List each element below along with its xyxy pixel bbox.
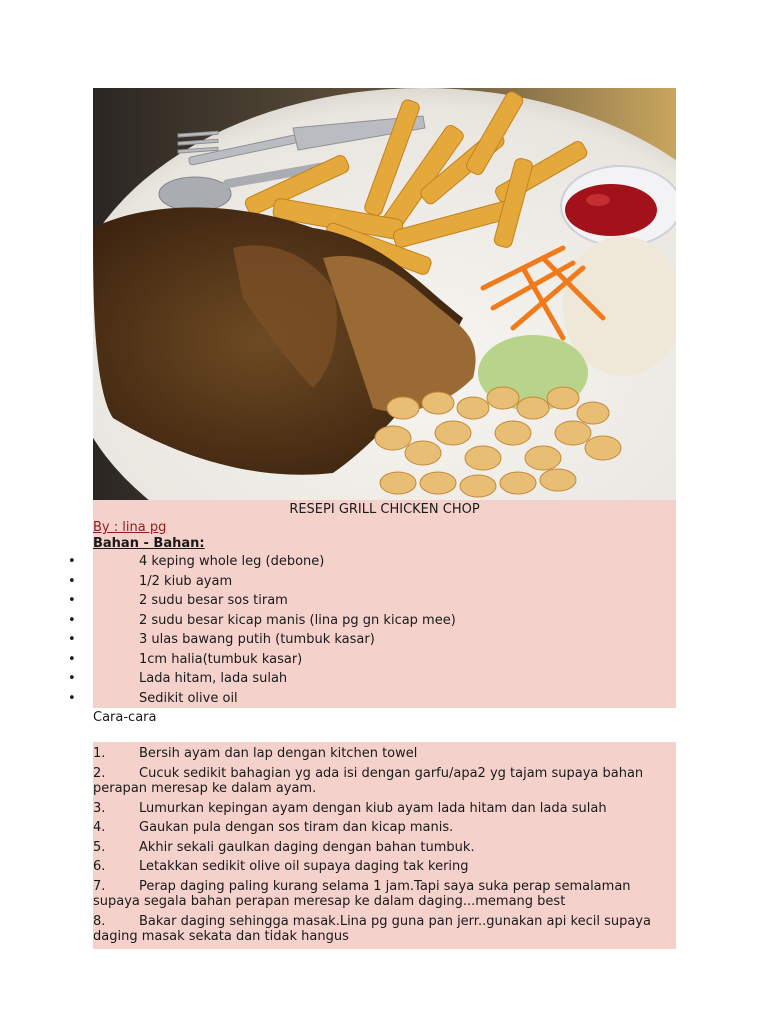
step-number: 6.: [93, 859, 106, 874]
step-text: Perap daging paling kurang selama 1 jam.Tapi saya suka perap semalaman supaya segala bahan perapan meresap ke dalam daging...memang best: [93, 878, 631, 909]
method-heading: Cara-cara: [93, 710, 157, 725]
ingredients-heading: Bahan - Bahan:: [93, 536, 205, 551]
list-item: • 2 sudu besar sos tiram: [68, 593, 288, 608]
ingredient-text: Sedikit olive oil: [139, 690, 238, 706]
step-number: 3.: [93, 800, 106, 816]
ingredient-text: 3 ulas bawang putih (tumbuk kasar): [139, 632, 375, 647]
step-item: [93, 877, 676, 912]
ingredient-text: 4 keping whole leg (debone): [139, 554, 325, 569]
author-link[interactable]: By : lina pg: [93, 520, 167, 535]
ingredient-text: 2 sudu besar kicap manis (lina pg gn kicap mee): [139, 612, 456, 628]
step-number: 8.: [93, 913, 106, 929]
list-item: • Sedikit olive oil: [68, 690, 238, 706]
step-text: Letakkan sedikit olive oil supaya daging tak kering: [139, 859, 469, 874]
step-text: Bersih ayam dan lap dengan kitchen towel: [139, 746, 418, 761]
ingredient-list: [68, 552, 676, 708]
step-item: [93, 912, 676, 947]
list-item: • Lada hitam, lada sulah: [68, 671, 288, 686]
step-text: Lumurkan kepingan ayam dengan kiub ayam lada hitam dan lada sulah: [139, 800, 607, 816]
list-item: • 4 keping whole leg (debone): [68, 554, 325, 569]
step-item: [93, 744, 676, 764]
ingredient-text: Lada hitam, lada sulah: [139, 671, 288, 686]
step-text: Bakar daging sehingga masak.Lina pg guna pan jerr..gunakan api kecil supaya daging masak sekata dan tidak hangus: [93, 913, 651, 944]
step-number: 2.: [93, 765, 106, 781]
food-photo: [93, 88, 676, 500]
step-item: [93, 818, 676, 838]
method-steps: [93, 742, 676, 949]
recipe-page: [68, 88, 676, 949]
step-text: Gaukan pula dengan sos tiram dan kicap manis.: [139, 820, 454, 835]
list-item: • 1/2 kiub ayam: [68, 573, 233, 589]
step-number: 5.: [93, 839, 106, 855]
step-item: [93, 857, 676, 877]
step-item: [93, 799, 676, 819]
step-item: [93, 838, 676, 858]
ingredient-text: 2 sudu besar sos tiram: [139, 593, 288, 608]
list-item: • 1cm halia(tumbuk kasar): [68, 651, 303, 667]
step-number: 7.: [93, 878, 106, 894]
ingredient-text: 1/2 kiub ayam: [139, 573, 233, 589]
ingredient-text: 1cm halia(tumbuk kasar): [139, 651, 303, 667]
list-item: • 2 sudu besar kicap manis (lina pg gn kicap mee): [68, 612, 456, 628]
step-item: [93, 764, 676, 799]
step-text: Akhir sekali gaulkan daging dengan bahan tumbuk.: [139, 839, 475, 855]
step-text: Cucuk sedikit bahagian yg ada isi dengan garfu/apa2 yg tajam supaya bahan perapan meresap ke dalam ayam.: [93, 765, 644, 796]
step-number: 1.: [93, 746, 106, 761]
list-item: • 3 ulas bawang putih (tumbuk kasar): [68, 632, 375, 647]
step-number: 4.: [93, 820, 106, 835]
recipe-title: RESEPI GRILL CHICKEN CHOP: [289, 502, 480, 517]
